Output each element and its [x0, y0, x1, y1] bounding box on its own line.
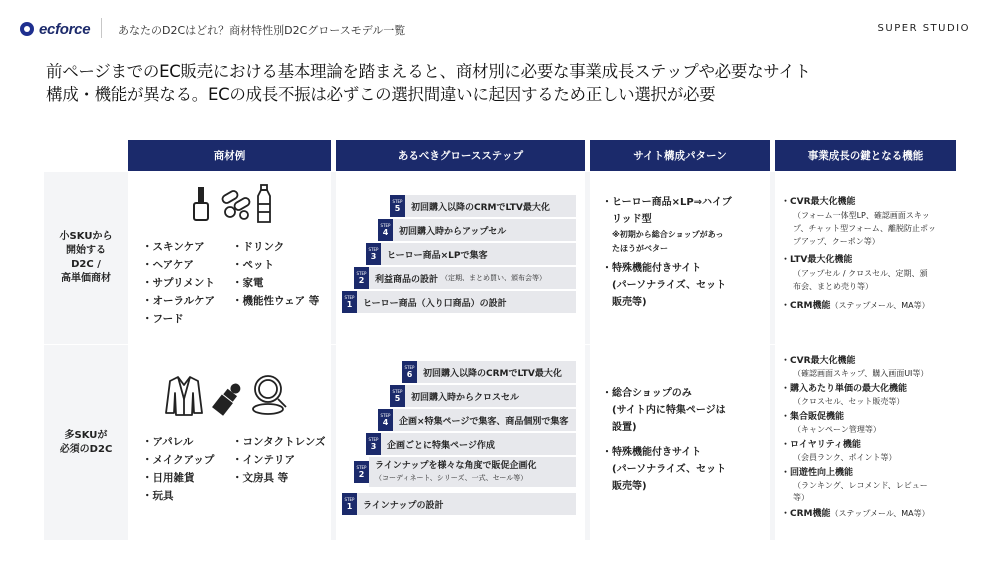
jacket-icon: [164, 375, 204, 417]
step-subtext: （コーディネート、シリーズ、一式、セール等）: [375, 474, 528, 482]
step-text: 初回購入時からアップセル: [399, 226, 507, 237]
key-desc: （会員ランク、ポイント等）: [793, 452, 897, 462]
site-line: 設置): [612, 422, 637, 433]
step-text: 初回購入以降のCRMでLTV最大化: [411, 202, 550, 213]
cell-products-many-sku: [128, 345, 331, 540]
step-bar-3: [381, 433, 576, 455]
header-product-examples: 商材例: [128, 140, 331, 171]
product-list-right: [232, 238, 319, 310]
step-number: 4: [382, 417, 389, 427]
lipstick-icon: [212, 379, 244, 417]
key-desc: プアップ、クーポン等）: [793, 237, 880, 246]
key-title: CRM機能: [790, 301, 831, 311]
site-pattern-text: [612, 194, 762, 311]
step-bar-1: [357, 291, 576, 313]
cell-steps-small-sku: [336, 172, 585, 344]
step-number: 2: [358, 275, 365, 285]
cell-site-many-sku: [590, 345, 770, 540]
key-desc: （キャンペーン管理等）: [793, 424, 881, 434]
step-bar-1: [357, 493, 576, 515]
site-pattern-text: [612, 385, 762, 495]
site-bullet: ・ ヒーロー商品×LP⇒ハイブ: [612, 194, 762, 211]
site-line: リッド型: [612, 214, 652, 225]
step-text: 利益商品の設計: [375, 274, 439, 285]
site-bullet: ・ 総合ショップのみ: [612, 385, 762, 402]
list-item: ・ ドリンク: [232, 238, 319, 256]
site-line: (パーソナライズ、セット: [612, 464, 727, 475]
key-title: ・ CVR最大化機能: [781, 196, 953, 209]
supplement-capsules-icon: [220, 190, 254, 220]
step-bar-5: [405, 385, 576, 407]
step-badge: [342, 493, 357, 515]
ecforce-logo: [20, 20, 90, 38]
key-desc: 布会、まとめ売り等）: [793, 282, 873, 291]
list-item: ・ オーラルケア: [142, 292, 215, 310]
cell-site-small-sku: [590, 172, 770, 344]
site-line: 販売等): [612, 297, 647, 308]
list-item: ・ アパレル: [142, 433, 214, 451]
logo-text: ecforce: [39, 20, 91, 38]
key-desc: （ステップメール、MA等）: [830, 301, 930, 310]
step-badge: [354, 461, 369, 483]
product-list-left: [142, 433, 214, 505]
step-badge: [390, 385, 405, 407]
step-text: ヒーロー商品（入り口商品）の設計: [363, 298, 507, 309]
list-item: ・ 文房具 等: [232, 469, 326, 487]
step-badge-label: STEP: [368, 436, 379, 442]
growth-model-table: [44, 140, 956, 540]
step-text: 企画ごとに特集ページ作成: [387, 440, 495, 451]
row-label-line: 必須のD2C: [59, 443, 113, 455]
key-title: ・ ロイヤリティ機能: [781, 439, 953, 452]
list-item: ・ メイクアップ: [142, 451, 214, 469]
key-title: ・ 購入あたり単価の最大化機能: [781, 383, 953, 396]
list-item: ・ ペット: [232, 256, 319, 274]
list-item: ・ 家電: [232, 274, 319, 292]
step-bar-4: [393, 409, 576, 431]
key-title: ・ 集合販促機能: [781, 411, 953, 424]
cell-steps-many-sku: [336, 345, 585, 540]
step-bar-6: [417, 361, 576, 383]
row-label-line: D2C /: [71, 259, 101, 270]
step-number: 3: [370, 251, 377, 261]
site-note: ※初期から総合ショップがあっ: [612, 230, 724, 239]
step-badge: [378, 409, 393, 431]
cell-products-small-sku: [128, 172, 331, 344]
step-bar-2: [369, 267, 576, 289]
key-desc: （ステップメール、MA等）: [830, 508, 930, 518]
key-functions: [781, 355, 953, 520]
header-growth-steps: あるべきグロースステップ: [336, 140, 585, 171]
header-site-pattern: サイト構成パターン: [590, 140, 770, 171]
list-item: ・ 機能性ウェア 等: [232, 292, 319, 310]
key-desc: （アップセル / クロスセル、定期、頒: [793, 269, 928, 278]
row-label-line: 小SKUから: [59, 231, 113, 242]
key-desc: プ、チャット型フォーム、離脱防止ポッ: [793, 224, 936, 233]
step-badge-label: STEP: [392, 198, 403, 204]
list-item: ・ 玩具: [142, 487, 214, 505]
headline-line-1: 前ページまでのEC販売における基本理論を踏まえると、商材別に必要な事業成長ステップや必要なサイト: [46, 62, 811, 81]
step-badge-label: STEP: [356, 270, 367, 276]
step-bar-4: [393, 219, 576, 241]
cell-keys-small-sku: [775, 172, 956, 344]
step-number: 1: [346, 299, 353, 309]
step-badge: [342, 291, 357, 313]
key-desc: （ランキング、レコメンド、レビュー: [793, 480, 928, 490]
site-line: (サイト内に特集ページは: [612, 405, 726, 416]
site-note: たほうがベター: [612, 244, 668, 253]
list-item: ・ インテリア: [232, 451, 326, 469]
step-badge: [366, 433, 381, 455]
product-list-right: [232, 433, 326, 487]
step-bar-3: [381, 243, 576, 265]
row-label-line: 多SKUが: [64, 429, 108, 441]
step-number: 5: [394, 203, 401, 213]
list-item: ・ フード: [142, 310, 215, 328]
logo-mark-icon: [20, 22, 34, 36]
nail-polish-icon: [190, 186, 212, 222]
key-functions: [781, 196, 953, 313]
list-item: ・ コンタクトレンズ: [232, 433, 326, 451]
step-number: 4: [382, 227, 389, 237]
list-item: ・ 日用雑貨: [142, 469, 214, 487]
step-number: 1: [346, 501, 353, 511]
key-title: CRM機能: [790, 508, 831, 519]
key-title-with-desc: [781, 299, 953, 313]
step-text: ラインナップを様々な角度で販促企画化: [375, 461, 537, 471]
step-badge-label: STEP: [380, 222, 391, 228]
slide-breadcrumb: あなたのD2Cはどれ？商材特性別D2Cグロースモデル一覧: [118, 24, 406, 37]
key-title: ・ 回遊性向上機能: [781, 467, 953, 480]
product-list-left: [142, 238, 215, 328]
compact-mirror-icon: [248, 373, 292, 417]
site-bullet: ・ 特殊機能付きサイト: [612, 260, 762, 277]
step-text: ラインナップの設計: [363, 500, 444, 511]
header-divider: [101, 18, 102, 38]
key-title: ・ CVR最大化機能: [781, 355, 953, 368]
header-key-functions: 事業成長の鍵となる機能: [775, 140, 956, 171]
list-item: ・ スキンケア: [142, 238, 215, 256]
step-number: 2: [358, 469, 365, 479]
step-bar-5: [405, 195, 576, 217]
key-desc: （フォーム一体型LP、確認画面スキッ: [793, 211, 930, 220]
cell-keys-many-sku: [775, 345, 956, 540]
headline-line-2: 構成・機能が異なる。ECの成長不振は必ずこの選択間違いに起因するため正しい選択が必要: [46, 85, 716, 104]
key-desc: （クロスセル、セット販売等）: [793, 396, 905, 406]
step-text: ヒーロー商品×LPで集客: [387, 250, 488, 261]
headline: [46, 60, 966, 106]
list-item: ・ ヘアケア: [142, 256, 215, 274]
step-text: 初回購入時からクロスセル: [411, 392, 520, 403]
row-label-many-sku: [44, 345, 128, 540]
step-badge: [354, 267, 369, 289]
step-subtext: （定期、まとめ買い、頒布会等）: [441, 274, 547, 282]
site-line: 販売等): [612, 481, 647, 492]
top-bar: [0, 0, 1000, 56]
key-title: ・ LTV最大化機能: [781, 254, 953, 267]
row-label-line: 開始する: [66, 245, 106, 256]
brand-name: SUPER STUDIO: [877, 23, 970, 34]
step-badge: [402, 361, 417, 383]
step-badge-label: STEP: [380, 412, 391, 418]
step-badge-label: STEP: [356, 464, 367, 470]
key-desc: （確認画面スキップ、購入画面UI等）: [793, 368, 929, 378]
key-desc: 等）: [793, 493, 809, 502]
row-label-line: 高単価商材: [61, 273, 111, 284]
step-badge-label: STEP: [368, 246, 379, 252]
step-badge: [390, 195, 405, 217]
step-badge-label: STEP: [344, 294, 355, 300]
site-bullet: ・ 特殊機能付きサイト: [612, 444, 762, 461]
step-badge: [366, 243, 381, 265]
step-number: 6: [406, 369, 413, 379]
key-title-with-desc: [781, 508, 953, 521]
step-number: 3: [370, 441, 377, 451]
drink-bottle-icon: [256, 184, 272, 224]
list-item: ・ サプリメント: [142, 274, 215, 292]
step-badge-label: STEP: [344, 496, 355, 502]
step-badge: [378, 219, 393, 241]
step-badge-label: STEP: [404, 364, 415, 370]
step-badge-label: STEP: [392, 388, 403, 394]
step-text: 企画×特集ページで集客、商品個別で集客: [399, 416, 569, 427]
step-number: 5: [394, 393, 401, 403]
step-text: 初回購入以降のCRMでLTV最大化: [423, 368, 562, 379]
step-bar-2: [369, 457, 576, 487]
site-line: (パーソナライズ、セット: [612, 280, 727, 291]
row-label-small-sku: [44, 172, 128, 344]
